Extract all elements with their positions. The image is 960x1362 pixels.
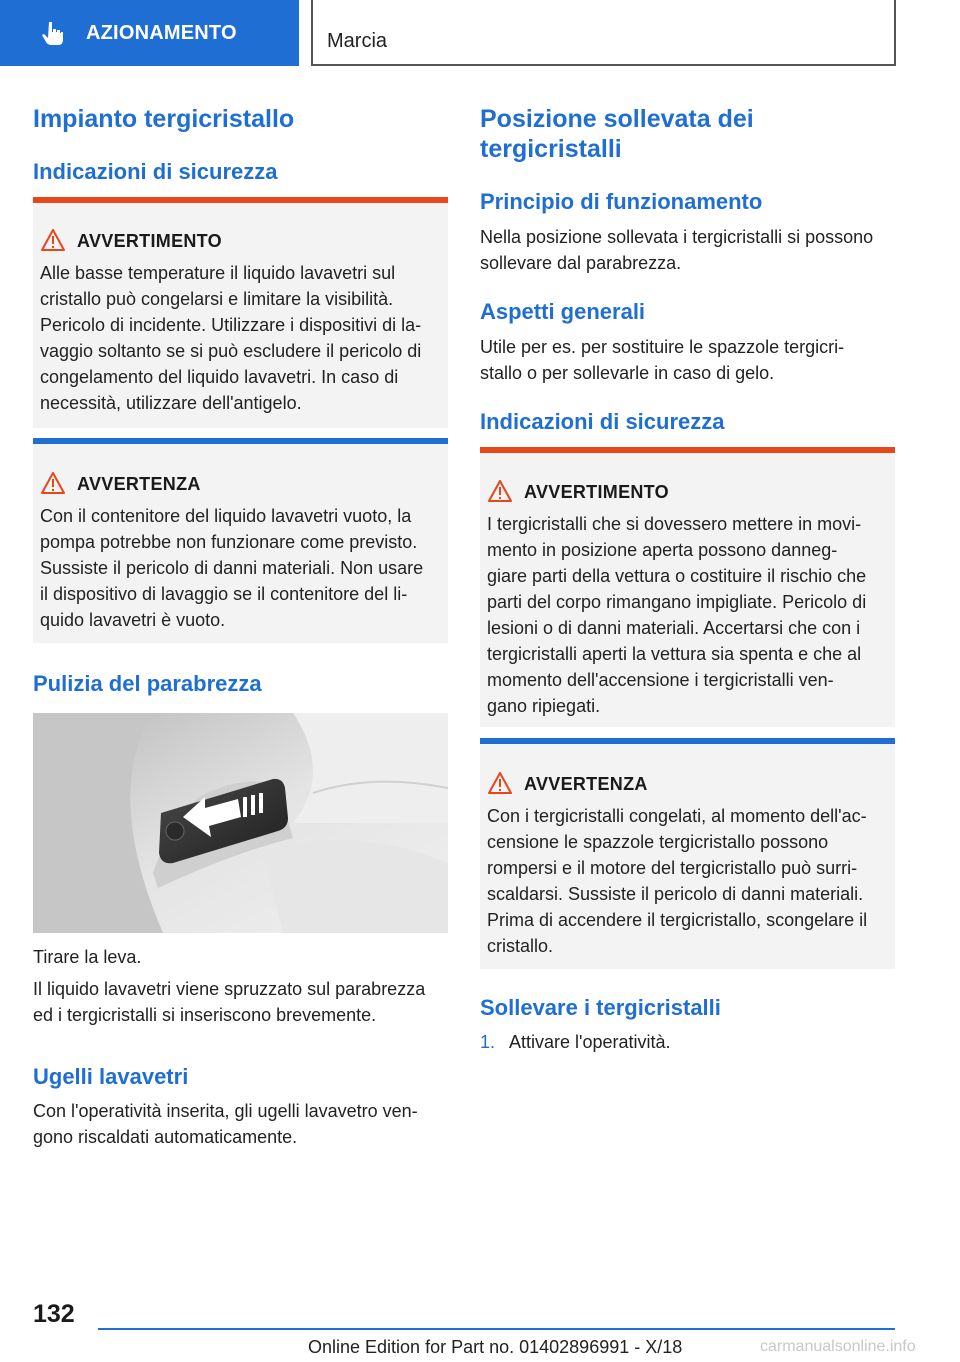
text-line: gano ripiegati. (487, 696, 601, 716)
text-line: I tergicristalli che si dovessero mettere in movi‐ (487, 514, 862, 534)
step-text: Attivare l'operatività. (509, 1032, 671, 1052)
caution-box (480, 738, 895, 969)
caution-title: AVVERTENZA (524, 774, 648, 794)
chapter-label: Marcia (327, 30, 388, 52)
text-line: cristallo. (487, 936, 554, 956)
title-line: tergicristalli (480, 135, 622, 163)
text-line: mento in posizione aperta possono danneg‐ (487, 540, 838, 560)
wiper-lever-photo (33, 713, 448, 933)
text-line: vaggio soltanto se si può escludere il pericolo di (40, 341, 422, 361)
edition-text: Online Edition for Part no. 01402896991 - X/18 (308, 1337, 683, 1357)
principle-heading: Principio di funzionamento (480, 189, 763, 214)
general-heading: Aspetti generali (480, 299, 646, 324)
warning-box (33, 197, 448, 428)
pointing-hand-icon (40, 20, 66, 46)
warning-text (40, 260, 442, 416)
general-text (480, 334, 844, 386)
warning-triangle-icon (488, 772, 512, 794)
section-title (480, 104, 754, 164)
caution-title: AVVERTENZA (77, 474, 201, 494)
text-line: Alle basse temperature il liquido lavavetri sul (40, 263, 396, 283)
safety-heading: Indicazioni di sicurezza (33, 159, 278, 184)
text-line: Utile per es. per sostituire le spazzole tergicri‐ (480, 337, 845, 357)
text-line: rompersi e il motore del tergicristallo può surri‐ (487, 858, 858, 878)
text-line: necessità, utilizzare dell'antigelo. (40, 393, 302, 413)
warning-box (480, 447, 895, 727)
warning-title: AVVERTIMENTO (524, 482, 669, 502)
text-line: quido lavavetri è vuoto. (40, 610, 226, 630)
text-line: Il liquido lavavetri viene spruzzato sul parabrezza (33, 979, 426, 999)
page-number: 132 (33, 1300, 75, 1328)
text-line: congelamento del liquido lavavetri. In caso di (40, 367, 399, 387)
section-label: AZIONAMENTO (86, 21, 237, 44)
principle-text (480, 224, 873, 276)
text-line: lesioni o di danni materiali. Accertarsi che con i (487, 618, 861, 638)
text-line: sollevare dal parabrezza. (480, 253, 682, 273)
chapter-tab (311, 0, 896, 66)
text-line: tergicristalli aperti la vettura sia spenta e che al (487, 644, 862, 664)
step-number: 1. (480, 1032, 496, 1052)
text-line: ed i tergicristalli si inseriscono brevemente. (33, 1005, 377, 1025)
text-line: Sussiste il pericolo di danni materiali. Non usare (40, 558, 424, 578)
text-line: cristallo può congelarsi e limitare la visibilità. (40, 289, 394, 309)
text-line: censione le spazzole tergicristallo possono (487, 832, 829, 852)
text-line: Pericolo di incidente. Utilizzare i dispositivi di la‐ (40, 315, 422, 335)
caution-text (40, 503, 442, 633)
watermark: carmanualsonline.info (760, 1338, 916, 1355)
text-line: il dispositivo di lavaggio se il contenitore del li‐ (40, 584, 408, 604)
warning-triangle-icon (41, 472, 65, 494)
wiper-lever-illustration (33, 713, 448, 933)
caution-text (487, 803, 889, 959)
text-line: pompa potrebbe non funzionare come previsto. (40, 532, 418, 552)
safety-heading: Indicazioni di sicurezza (480, 409, 725, 434)
cleaning-heading: Pulizia del parabrezza (33, 671, 262, 696)
section-title: Impianto tergicristallo (33, 105, 295, 133)
nozzles-text (33, 1098, 418, 1150)
warning-text (487, 511, 889, 719)
text-line: momento dell'accensione i tergicristalli ven‐ (487, 670, 834, 690)
caution-box (33, 438, 448, 643)
text-line: Tirare la leva. (33, 947, 142, 967)
text-line: giare parti della vettura o costituire il rischio che (487, 566, 867, 586)
text-line: gono riscaldati automaticamente. (33, 1127, 298, 1147)
raise-heading: Sollevare i tergicristalli (480, 995, 721, 1020)
text-line: Con l'operatività inserita, gli ugelli lavavetro ven‐ (33, 1101, 418, 1121)
text-line: Nella posizione sollevata i tergicristalli si possono (480, 227, 874, 247)
title-line: Posizione sollevata dei (480, 105, 754, 133)
cleaning-text (33, 944, 425, 1028)
text-line: Con il contenitore del liquido lavavetri vuoto, la (40, 506, 412, 526)
text-line: scaldarsi. Sussiste il pericolo di danni materiali. (487, 884, 864, 904)
text-line: Prima di accendere il tergicristallo, scongelare il (487, 910, 868, 930)
text-line: stallo o per sollevarle in caso di gelo. (480, 363, 775, 383)
warning-triangle-icon (488, 480, 512, 502)
text-line: Con i tergicristalli congelati, al momento dell'ac‐ (487, 806, 867, 826)
text-line: parti del corpo rimangano impigliate. Pericolo di (487, 592, 867, 612)
warning-triangle-icon (41, 229, 65, 251)
nozzles-heading: Ugelli lavavetri (33, 1064, 189, 1089)
section-tab (0, 0, 299, 66)
warning-title: AVVERTIMENTO (77, 231, 222, 251)
footer-divider (98, 1328, 895, 1330)
